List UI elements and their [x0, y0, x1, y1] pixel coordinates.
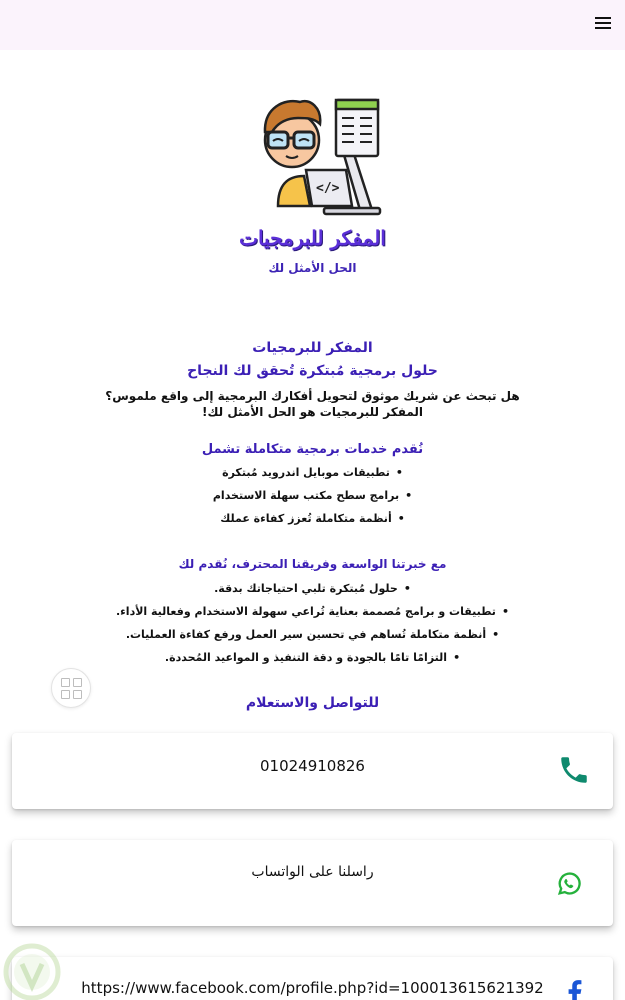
whatsapp-icon [555, 870, 583, 898]
phone-icon [557, 753, 591, 787]
facebook-card[interactable] [12, 957, 613, 1000]
hamburger-menu-icon[interactable] [595, 17, 611, 31]
list-item: • أنظمة متكاملة تُساهم في تحسين سير العمل ورفع كفاءة العمليات. [0, 623, 625, 646]
brand-tagline: الحل الأمثل لك [268, 261, 357, 275]
expertise-heading: مع خبرتنا الواسعة وفريقنا المحترف، نُقدم لك [178, 557, 447, 571]
facebook-icon [564, 979, 586, 1000]
contact-heading: للتواصل والاستعلام [245, 695, 380, 711]
brand-title: المفكر للبرمجيات [239, 226, 386, 250]
whatsapp-label: راسلنا على الواتساب [251, 864, 374, 880]
phone-number: 01024910826 [260, 757, 365, 775]
list-item: • حلول مُبتكرة تلبي احتياجاتك بدقة. [0, 577, 625, 600]
list-item: • برامج سطح مكتب سهلة الاستخدام [0, 484, 625, 507]
intro-line-2: المفكر للبرمجيات هو الحل الأمثل لك! [201, 405, 423, 419]
intro-title: المفكر للبرمجيات [252, 340, 373, 356]
programmer-with-computer-icon [248, 88, 388, 218]
watermark-logo-icon [0, 940, 64, 1000]
svg-text:</>: </> [316, 181, 340, 196]
phone-card[interactable] [12, 733, 613, 809]
services-heading: نُقدم خدمات برمجية متكاملة تشمل [201, 442, 424, 457]
services-list [0, 461, 625, 530]
list-item: • أنظمة متكاملة تُعزز كفاءة عملك [0, 507, 625, 530]
list-item: • تطبيقات موبايل اندرويد مُبتكرة [0, 461, 625, 484]
intro-line-1: هل تبحث عن شريك موثوق لتحويل أفكارك البرمجية إلى واقع ملموس؟ [105, 389, 520, 403]
facebook-url: https://www.facebook.com/profile.php?id=100013615621392 [81, 979, 544, 997]
list-item: • التزامًا تامًا بالجودة و دقة التنفيذ و المواعيد المُحددة. [0, 646, 625, 669]
intro-subtitle: حلول برمجية مُبتكرة تُحقق لك النجاح [187, 363, 438, 379]
list-item: • تطبيقات و برامج مُصممة بعناية تُراعي سهولة الاستخدام وفعالية الأداء. [0, 600, 625, 623]
whatsapp-card[interactable] [12, 840, 613, 926]
top-app-bar [0, 0, 625, 50]
expertise-list [0, 577, 625, 669]
